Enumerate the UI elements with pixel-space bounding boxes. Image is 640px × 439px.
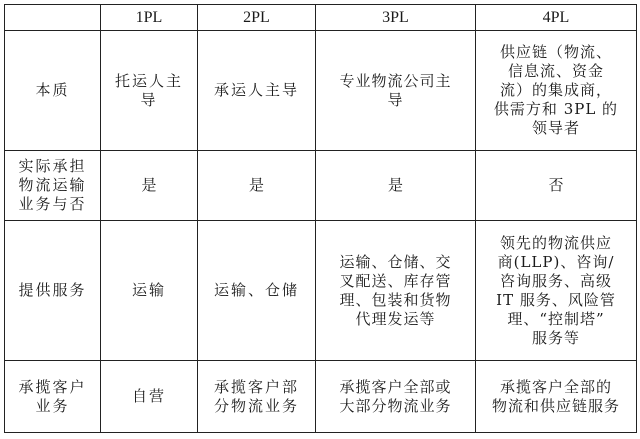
table-row-actual-transport	[5, 151, 637, 221]
cell-2pl: 承运人主导	[198, 31, 316, 151]
cell-1pl: 自营	[101, 361, 198, 433]
cell-1pl: 托运人主 导	[101, 31, 198, 151]
cell-2pl: 是	[198, 151, 316, 221]
header-3pl: 3PL	[316, 5, 476, 31]
header-corner-cell	[5, 5, 101, 31]
row-label: 提供服务	[5, 221, 101, 361]
cell-2pl: 承揽客户部 分物流业务	[198, 361, 316, 433]
comparison-table	[4, 4, 637, 433]
table-row-essence	[5, 31, 637, 151]
cell-3pl: 是	[316, 151, 476, 221]
cell-1pl: 运输	[101, 221, 198, 361]
row-label: 实际承担 物流运输 业务与否	[5, 151, 101, 221]
header-1pl: 1PL	[101, 5, 198, 31]
header-row	[5, 5, 637, 31]
row-label: 本质	[5, 31, 101, 151]
cell-2pl: 运输、仓储	[198, 221, 316, 361]
table-row-services	[5, 221, 637, 361]
cell-1pl: 是	[101, 151, 198, 221]
cell-3pl: 运输、仓储、交 叉配送、库存管 理、包装和货物 代理发运等	[316, 221, 476, 361]
cell-4pl: 否	[476, 151, 637, 221]
cell-3pl: 承揽客户全部或 大部分物流业务	[316, 361, 476, 433]
row-label: 承揽客户 业务	[5, 361, 101, 433]
header-4pl: 4PL	[476, 5, 637, 31]
cell-4pl: 承揽客户全部的 物流和供应链服务	[476, 361, 637, 433]
cell-4pl: 领先的物流供应 商(LLP)、咨询/ 咨询服务、高级 IT 服务、风险管 理、“控制塔” 服务等	[476, 221, 637, 361]
cell-4pl: 供应链（物流、 信息流、资金 流）的集成商， 供需方和 3PL 的 领导者	[476, 31, 637, 151]
table-row-contracted-business	[5, 361, 637, 433]
cell-3pl: 专业物流公司主 导	[316, 31, 476, 151]
header-2pl: 2PL	[198, 5, 316, 31]
